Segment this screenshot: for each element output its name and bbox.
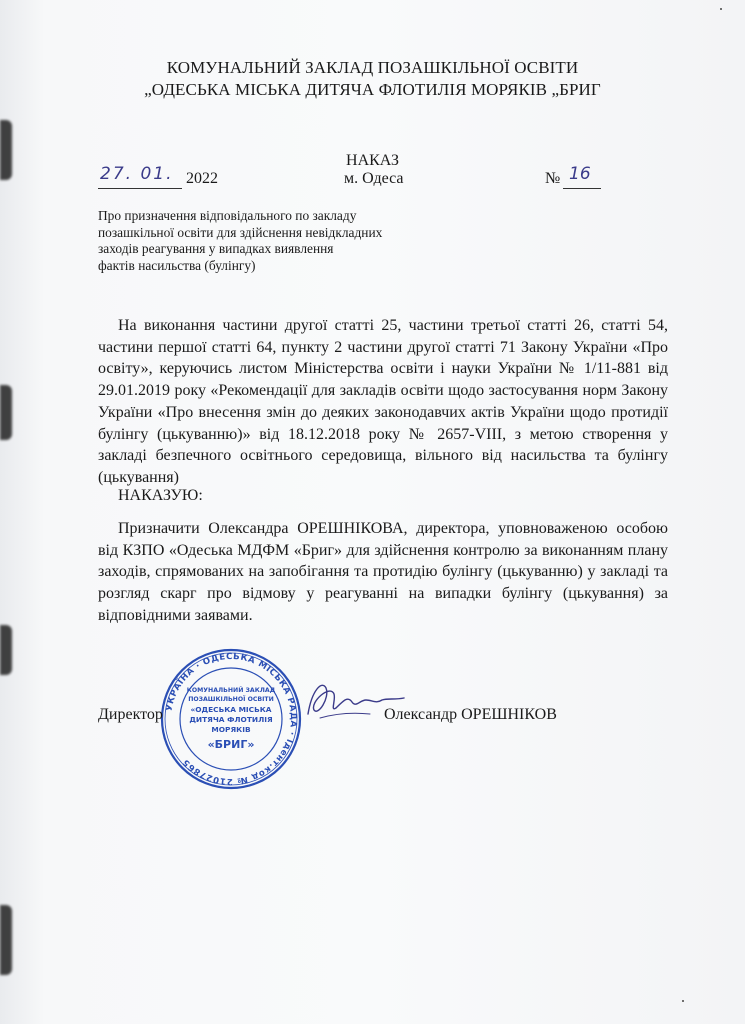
- stamp-inner-line: ДИТЯЧА ФЛОТИЛІЯ: [189, 715, 273, 724]
- date-underline: [98, 188, 182, 189]
- order-number-handwritten: 16: [569, 164, 591, 184]
- stamp-inner-line: ПОЗАШКІЛЬНОЇ ОСВІТИ: [188, 696, 274, 703]
- order-subject: [98, 208, 428, 274]
- stamp-inner-line: МОРЯКІВ: [211, 725, 251, 734]
- stamp-inner-line: «ОДЕСЬКА МІСЬКА: [190, 705, 272, 714]
- institution-name-line1: КОМУНАЛЬНИЙ ЗАКЛАД ПОЗАШКІЛЬНОЇ ОСВІТИ: [166, 58, 579, 77]
- stamp-outer-text: УКРАЇНА · ОДЕСЬКА МІСЬКА РАДА · Ідент.код № 21027865: [164, 651, 299, 787]
- order-date-handwritten: 27. 01.: [100, 164, 174, 184]
- directive-paragraph: Призначити Олександра ОРЕШНІКОВА, директора, уповноваженою особою від КЗПО «Одеська МДФМ «Бриг» для здійснення контролю за виконанням плану заходів, спрямованих на запобігання та протидію булінгу (цькуванню) у закладі та розгляд скарг про відмову у реагуванні на випадки булінгу (цькування) за відповідними заявами.: [98, 520, 668, 624]
- order-number-label: №: [545, 170, 561, 187]
- order-year: 2022: [186, 170, 218, 187]
- order-city: м. Одеса: [344, 170, 404, 187]
- stamp-inner-line: КОМУНАЛЬНИЙ ЗАКЛАД: [186, 687, 276, 694]
- preamble-paragraph: На виконання частини другої статті 25, частини третьої статті 26, статті 54, частини першої статті 64, пункту 2 частини другої статті 71 Закону України «Про освіту», керуючись листом Міністерства освіти і науки України № 1/11-881 від 29.01.2019 року «Рекомендації для закладів освіти щодо застосування норм Закону України «Про внесення змін до деяких законодавчих актів України щодо протидії булінгу (цькуванню)» від 18.12.2018 року № 2657-VIII, з метою створення у закладі безпечного освітнього середовища, вільного від насильства та булінгу (цькування): [98, 317, 668, 486]
- institution-name-line2: „ОДЕСЬКА МІСЬКА ДИТЯЧА ФЛОТИЛІЯ МОРЯКІВ „БРИГ: [144, 80, 601, 99]
- subject-line: фактів насильства (булінгу): [98, 257, 256, 273]
- order-meta-row: [98, 164, 608, 194]
- subject-line: Про призначення відповідального по закладу: [98, 208, 357, 223]
- scan-speck: [720, 8, 722, 10]
- official-stamp: [160, 648, 302, 790]
- number-underline: [563, 188, 601, 189]
- scan-speck: [682, 1000, 684, 1002]
- signatory-role: Директор: [98, 706, 163, 723]
- stamp-inner-line: «БРИГ»: [207, 738, 255, 751]
- signatory-name: Олександр ОРЕШНІКОВ: [384, 706, 557, 723]
- order-directive-word: НАКАЗУЮ:: [118, 487, 203, 504]
- subject-line: позашкільної освіти для здійснення невідкладних: [98, 224, 383, 240]
- subject-line: заходів реагування у випадках виявлення: [98, 241, 334, 256]
- order-title: НАКАЗ: [346, 152, 399, 169]
